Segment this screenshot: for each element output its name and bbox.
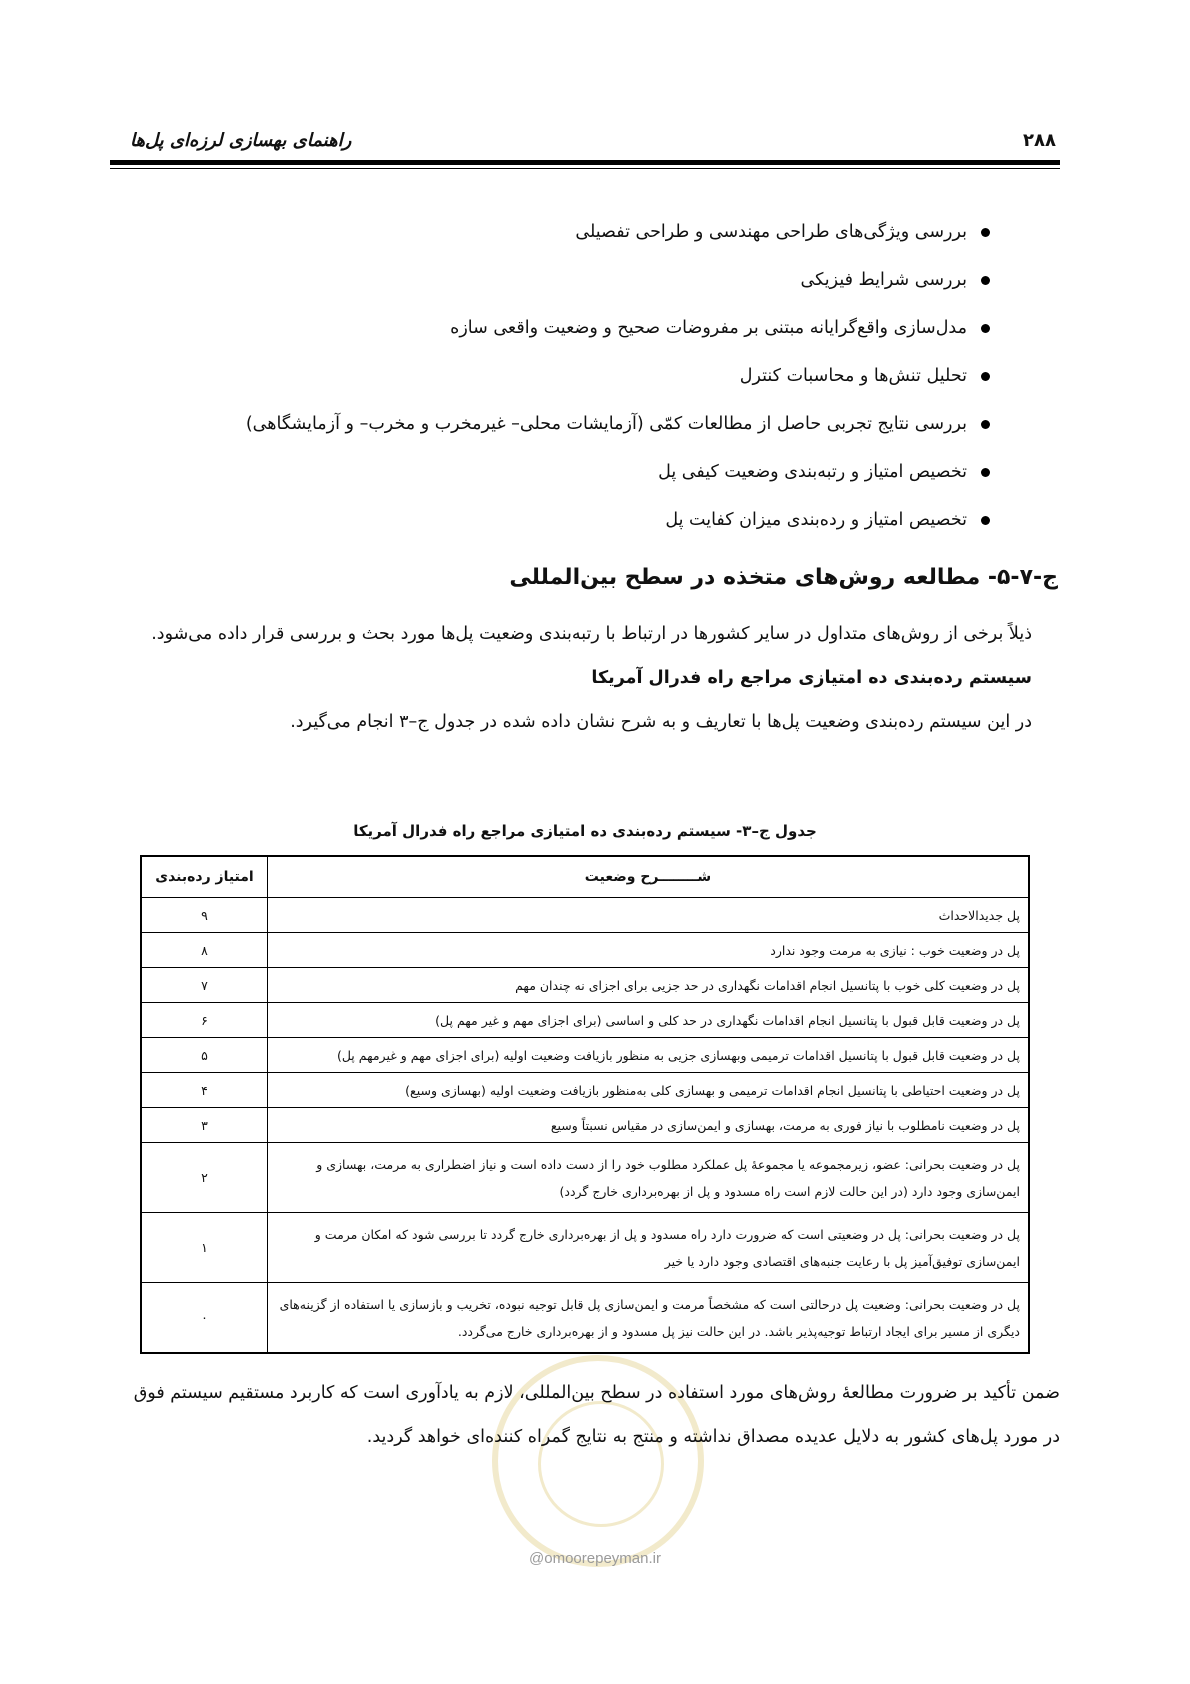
bullet-icon xyxy=(981,468,990,477)
table-cell-description: پل در وضعیت نامطلوب با نیاز فوری به مرمت، بهسازی و ایمن‌سازی در مقیاس نسبتاً وسیع xyxy=(268,1108,1030,1143)
book-title: راهنمای بهسازی لرزه‌ای پل‌ها xyxy=(130,130,352,151)
table-cell-score: ۴ xyxy=(141,1073,268,1108)
table-cell-score: ۷ xyxy=(141,968,268,1003)
table-cell-description: پل در وضعیت خوب : نیازی به مرمت وجود ندارد xyxy=(268,933,1030,968)
rating-table xyxy=(140,855,1030,1354)
table-cell-score: ۵ xyxy=(141,1038,268,1073)
column-header-description: شــــــــرح وضعیت xyxy=(268,856,1030,898)
intro-paragraph: ذیلاً برخی از روش‌های متداول در سایر کشورها در ارتباط با رتبه‌بندی وضعیت پل‌ها مورد بحث و بررسی قرار داده می‌شود. xyxy=(151,624,1032,644)
closing-line-1: ضمن تأکید بر ضرورت مطالعهٔ روش‌های مورد استفاده در سطح بین‌المللی، لازم به یادآوری است که کاربرد مستقیم سیستم فوق xyxy=(133,1383,1060,1403)
bullet-icon xyxy=(981,228,990,237)
table-cell-description: پل در وضعیت قابل قبول با پتانسیل انجام اقدامات نگهداری در حد کلی و اساسی (برای اجزای مهم و غیر مهم پل) xyxy=(268,1003,1030,1038)
list-item xyxy=(246,266,990,314)
table-cell-description: پل در وضعیت بحرانی: وضعیت پل درحالتی است که مشخصاً مرمت و ایمن‌سازی پل قابل توجیه نبوده، تخریب و بازسازی یا استفاده از گزینه‌های دیگری از مسیر برای ایجاد ارتباط توجیه‌پذیر باشد. در این حالت نیز پل مسدود و از بهره‌برداری خارج می‌گردد. xyxy=(268,1283,1030,1354)
list-item xyxy=(246,314,990,362)
table-row xyxy=(141,1003,1029,1038)
subheading-text: در این سیستم رده‌بندی وضعیت پل‌ها با تعاریف و به شرح نشان داده شده در جدول ج–۳ انجام می‌گیرد. xyxy=(290,712,1032,732)
table-cell-score: ۸ xyxy=(141,933,268,968)
table-cell-score: ۳ xyxy=(141,1108,268,1143)
table-cell-description: پل جدیدالاحداث xyxy=(268,898,1030,933)
list-item xyxy=(246,458,990,506)
running-header xyxy=(110,128,1060,158)
table-row xyxy=(141,898,1029,933)
list-item-text: تخصیص امتیاز و رده‌بندی میزان کفایت پل xyxy=(665,510,967,530)
bullet-icon xyxy=(981,276,990,285)
list-item xyxy=(246,410,990,458)
table-cell-description: پل در وضعیت بحرانی: پل در وضعیتی است که ضرورت دارد راه مسدود و پل از بهره‌برداری خارج گردد تا بررسی شود که امکان مرمت و ایمن‌سازی توفیق‌آمیز پل با رعایت جنبه‌های اقتصادی وجود دارد یا خیر xyxy=(268,1213,1030,1283)
table-row xyxy=(141,1283,1029,1354)
header-rule-thick xyxy=(110,160,1060,165)
list-item-text: مدل‌سازی واقع‌گرایانه مبتنی بر مفروضات صحیح و وضعیت واقعی سازه xyxy=(450,318,967,338)
bullet-icon xyxy=(981,372,990,381)
table-row xyxy=(141,968,1029,1003)
list-item-text: بررسی ویژگی‌های طراحی مهندسی و طراحی تفصیلی xyxy=(575,222,967,242)
table-row xyxy=(141,1073,1029,1108)
header-rule-thin xyxy=(110,168,1060,169)
section-title: ج-۷-۵- مطالعه روش‌های متخذه در سطح بین‌المللی xyxy=(509,565,1058,590)
bullet-icon xyxy=(981,324,990,333)
table-row xyxy=(141,933,1029,968)
table-cell-score: ۲ xyxy=(141,1143,268,1213)
table-cell-score: ۹ xyxy=(141,898,268,933)
watermark-seal-inner xyxy=(538,1401,664,1527)
bullet-icon xyxy=(981,420,990,429)
table-cell-description: پل در وضعیت احتیاطی با پتانسیل انجام اقدامات ترمیمی و بهسازی کلی به‌منظور بازیافت وضعیت اولیه (بهسازی وسیع) xyxy=(268,1073,1030,1108)
list-item-text: بررسی نتایج تجربی حاصل از مطالعات کمّی (آزمایشات محلی– غیرمخرب و مخرب– و آزمایشگاهی) xyxy=(245,414,967,434)
table-cell-score: ۰ xyxy=(141,1283,268,1354)
list-item xyxy=(246,362,990,410)
table-row xyxy=(141,1108,1029,1143)
table-cell-score: ۶ xyxy=(141,1003,268,1038)
table-cell-description: پل در وضعیت قابل قبول با پتانسیل اقدامات ترمیمی وبهسازی جزیی به منظور بازیافت وضعیت اولیه (برای اجزای مهم و غیرمهم پل) xyxy=(268,1038,1030,1073)
column-header-score: امتیاز رده‌بندی xyxy=(141,856,268,898)
list-item xyxy=(246,506,990,554)
table-cell-score: ۱ xyxy=(141,1213,268,1283)
page-number: ۲۸۸ xyxy=(1023,130,1056,151)
bullet-icon xyxy=(981,516,990,525)
table-row xyxy=(141,1213,1029,1283)
list-item xyxy=(246,218,990,266)
table-row xyxy=(141,1038,1029,1073)
closing-line-2: در مورد پل‌های کشور به دلایل عدیده مصداق نداشته و منتج به نتایج گمراه کننده‌ای خواهد گردید. xyxy=(366,1427,1060,1447)
subheading: سیستم رده‌بندی ده امتیازی مراجع راه فدرال آمریکا xyxy=(591,668,1032,688)
bullet-list xyxy=(246,218,990,554)
table-caption: جدول ج–۳- سیستم رده‌بندی ده امتیازی مراجع راه فدرال آمریکا xyxy=(353,822,817,840)
list-item-text: بررسی شرایط فیزیکی xyxy=(800,270,967,290)
table-cell-description: پل در وضعیت بحرانی: عضو، زیرمجموعه یا مجموعهٔ پل عملکرد مطلوب خود را از دست داده است و نیاز اضطراری به مرمت، بهسازی و ایمن‌سازی وجود دارد (در این حالت لازم است راه مسدود و پل از بهره‌برداری خارج گردد) xyxy=(268,1143,1030,1213)
table-cell-description: پل در وضعیت کلی خوب با پتانسیل انجام اقدامات نگهداری در حد جزیی برای اجزای نه چندان مهم xyxy=(268,968,1030,1003)
watermark-site-text: @omoorepeyman.ir xyxy=(529,1550,661,1567)
list-item-text: تخصیص امتیاز و رتبه‌بندی وضعیت کیفی پل xyxy=(658,462,967,482)
list-item-text: تحلیل تنش‌ها و محاسبات کنترل xyxy=(739,366,967,386)
table-row xyxy=(141,1143,1029,1213)
